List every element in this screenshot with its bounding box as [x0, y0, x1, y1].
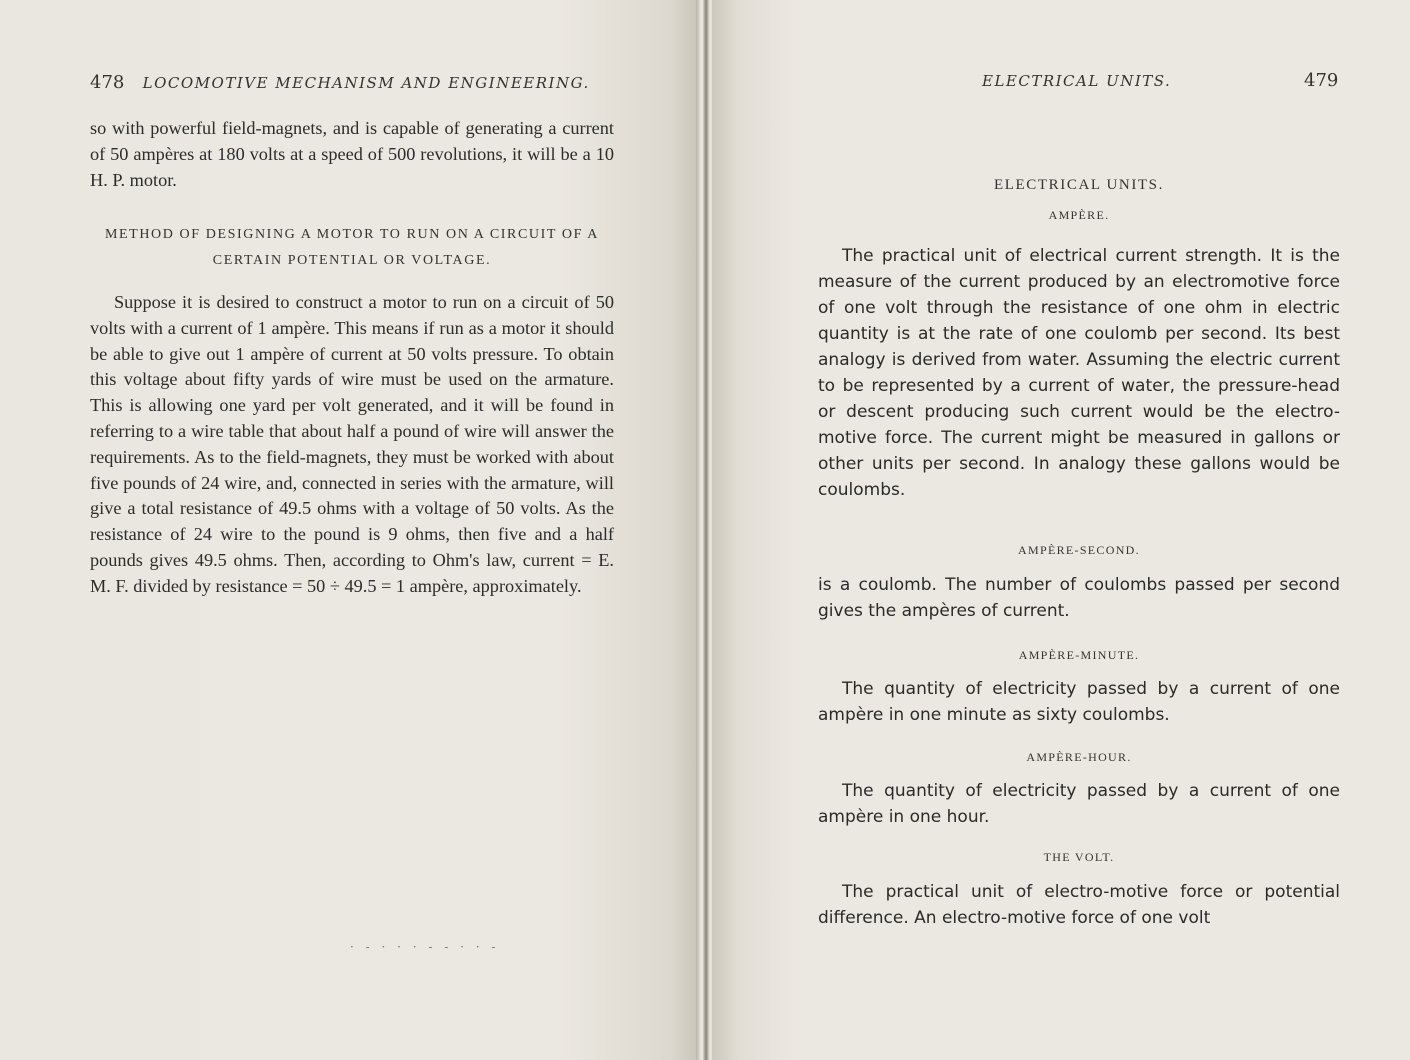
page-footer-marks: · - · · · - - · · - [350, 940, 500, 954]
heading-ampere-second: AMPÈRE-SECOND. [1018, 543, 1140, 557]
main-heading: ELECTRICAL UNITS. [994, 177, 1164, 193]
text-ampere: The practical unit of electrical current strength. It is the measure of the current produced by an electromotive force of one volt through the resistance of one ohm in electric quantity is at the rate of one coulomb per second. Its best analogy is derived from water. Assuming the electric current to be represented by a current of water, the pressure-head or descent producing such current would be the electro-motive force. The current might be measured in gallons or other units per second. In analogy these gallons would be coulombs. [818, 246, 1340, 500]
left-body-paragraph: Suppose it is desired to construct a motor to run on a circuit of 50 volts with a current of 1 ampère. This means if run as a motor it should be able to give out 1 ampère of current at 50 volts pressure. To obtain this voltage about fifty yards of wire must be used on the armature. This is allowing one yard per volt generated, and it will be found in referring to a wire table that about half a pound of wire will answer the requirements. As to the field-magnets, they must be worked with about five pounds of 24 wire, and, connected in series with the armature, will give a total resistance of 49.5 ohms with a voltage of 50 volts. As the resistance of 24 wire to the pound is 9 ohms, then five and a half pounds gives 49.5 ohms. Then, according to Ohm's law, current = E. M. F. divided by resistance = 50 ÷ 49.5 = 1 ampère, approximately. [90, 292, 614, 596]
heading-ampere-hour: AMPÈRE-HOUR. [1026, 750, 1132, 764]
text-ampere-hour: The quantity of electricity passed by a current of one ampère in one hour. [818, 781, 1340, 827]
left-section-heading: METHOD OF DESIGNING A MOTOR TO RUN ON A CIRCUIT OF A CERTAIN POTENTIAL OR VOLTAGE. [104, 227, 600, 268]
right-running-head: ELECTRICAL UNITS. [982, 72, 1172, 90]
left-running-head-title: LOCOMOTIVE MECHANISM AND ENGINEERING. [142, 74, 590, 92]
text-ampere-minute: The quantity of electricity passed by a current of one ampère in one minute as sixty coulombs. [818, 679, 1340, 725]
left-page [0, 0, 700, 1060]
text-ampere-second: is a coulomb. The number of coulombs passed per second gives the ampères of current. [818, 575, 1340, 621]
heading-ampere: AMPÈRE. [1048, 208, 1110, 222]
left-running-head [90, 72, 614, 93]
right-page [712, 0, 1410, 1060]
heading-the-volt: THE VOLT. [1043, 850, 1115, 864]
text-the-volt: The practical unit of electro-motive force or potential difference. An electro-motive force of one volt [818, 882, 1340, 928]
page-number-478: 478 [90, 72, 125, 93]
heading-ampere-minute: AMPÈRE-MINUTE. [1018, 648, 1140, 662]
page-number-479: 479 [1304, 70, 1339, 91]
left-opening-paragraph: so with powerful field-magnets, and is capable of generating a current of 50 ampères at 180 volts at a speed of 500 revolutions, it will be a 10 H. P. motor. [90, 118, 614, 190]
